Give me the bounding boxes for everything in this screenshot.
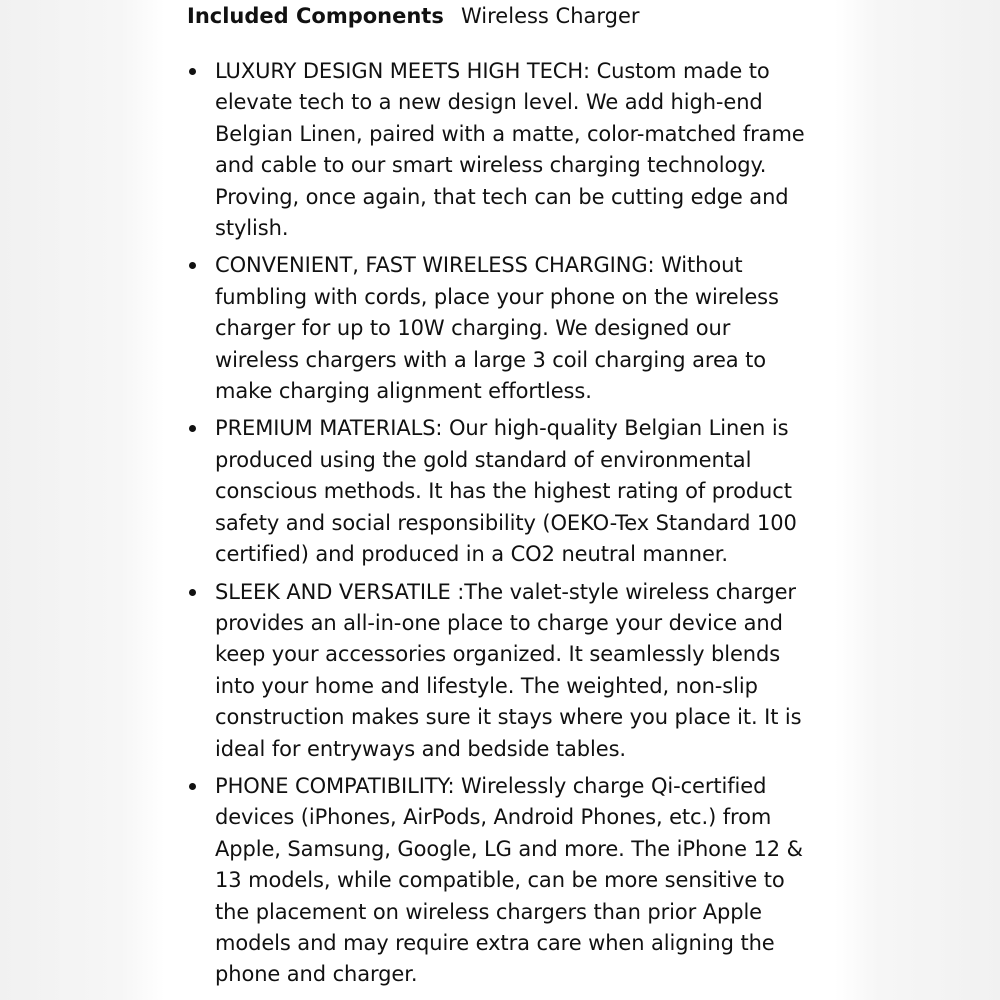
product-details-panel [165, 0, 835, 1000]
included-components-label: Included Components [187, 4, 444, 28]
bullet-dot-icon [189, 589, 196, 596]
feature-bullet [183, 771, 815, 991]
bullet-dot-icon [189, 425, 196, 432]
bullet-dot-icon [189, 262, 196, 269]
feature-bullet [183, 413, 815, 570]
feature-bullet [183, 250, 815, 407]
bullet-dot-icon [189, 783, 196, 790]
feature-bullet [183, 56, 815, 244]
feature-bullet-text: CONVENIENT, FAST WIRELESS CHARGING: Without fumbling with cords, place your phone on the wireless charger for up to 10W charging. We designed our wireless chargers with a large 3 coil charging area to make charging alignment effortless. [215, 253, 779, 404]
feature-bullet-text: SLEEK AND VERSATILE :The valet-style wireless charger provides an all-in-one place to charge your device and keep your accessories organized. It seamlessly blends into your home and lifestyle. The weighted, non-slip construction makes sure it stays where you place it. It is ideal for entryways and bedside tables. [215, 579, 802, 761]
feature-bullet-text: LUXURY DESIGN MEETS HIGH TECH: Custom made to elevate tech to a new design level. We add high-end Belgian Linen, paired with a matte, color-matched frame and cable to our smart wireless charging technology. Proving, once again, that tech can be cutting edge and stylish. [215, 59, 805, 241]
feature-bullet-list [183, 56, 815, 997]
feature-bullet-text: PHONE COMPATIBILITY: Wirelessly charge Qi-certified devices (iPhones, AirPods, Android Phones, etc.) from Apple, Samsung, Google, LG and more. The iPhone 12 & 13 models, while compatible, can be more sensitive to the placement on wireless chargers than prior Apple models and may require extra care when aligning the phone and charger. [215, 773, 803, 987]
bullet-dot-icon [189, 68, 196, 75]
included-components-value: Wireless Charger [461, 4, 640, 28]
feature-bullet-text: PREMIUM MATERIALS: Our high-quality Belgian Linen is produced using the gold standard of environmental conscious methods. It has the highest rating of product safety and social responsibility (OEKO-Tex Standard 100 certified) and produced in a CO2 neutral manner. [215, 416, 797, 567]
included-components-row [187, 0, 640, 32]
feature-bullet [183, 577, 815, 765]
